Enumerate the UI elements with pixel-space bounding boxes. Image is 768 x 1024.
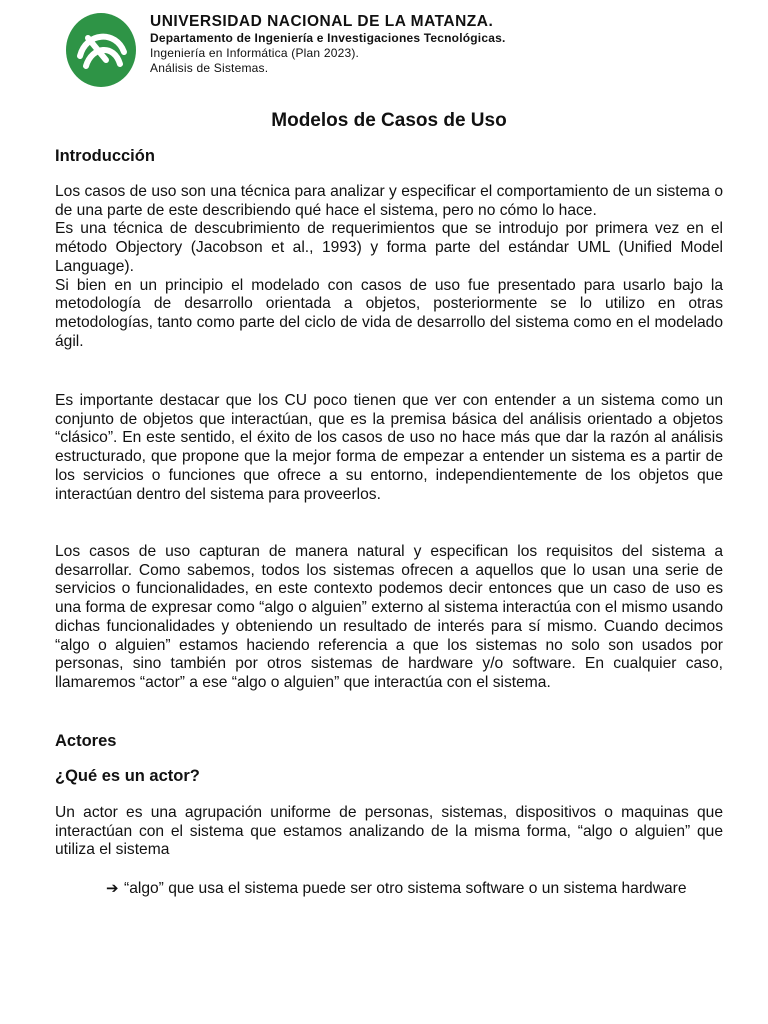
university-logo-icon — [66, 12, 136, 88]
paragraph: Los casos de uso capturan de manera natural y especifican los requisitos del sistema a desarrollar. Como sabemos, todos los sistemas ofrecen a aquellos que lo usan una serie de servicios o funcionalidades, en este contexto podemos decir entonces que un caso de uso es una forma de expresar como “algo o alguien” externo al sistema interactúa con el mismo usando dichas funcionalidades y obteniendo un resultado de interés para sí mismo. Cuando decimos “algo o alguien” estamos haciendo referencia a que los sistemas no solo son usados por personas, sino también por otros sistemas de hardware y/o software. En cualquier caso, llamaremos “actor” a ese “algo o alguien” que interactúa con el sistema. — [55, 543, 723, 691]
arrow-right-icon: ➔ — [106, 880, 119, 897]
document-header — [150, 13, 505, 76]
bullet-text: “algo” que usa el sistema puede ser otro sistema software o un sistema hardware — [124, 880, 687, 897]
paragraph: Un actor es una agrupación uniforme de personas, sistemas, dispositivos o maquinas que interactúan con el sistema que estamos analizando de la misma forma, “algo o alguien” que utiliza el sistema — [55, 804, 723, 859]
paragraph: Los casos de uso son una técnica para analizar y especificar el comportamiento de un sistema o de una parte de este describiendo qué hace el sistema, pero no cómo lo hace. — [55, 183, 723, 219]
intro-paragraphs — [55, 183, 723, 351]
heading-introduccion: Introducción — [55, 147, 155, 165]
university-name: UNIVERSIDAD NACIONAL DE LA MATANZA. — [150, 13, 494, 30]
heading-que-es-un-actor: ¿Qué es un actor? — [55, 767, 200, 785]
course-name: Análisis de Sistemas. — [150, 61, 269, 75]
document-title: Modelos de Casos de Uso — [271, 110, 507, 131]
paragraph: Es una técnica de descubrimiento de requerimientos que se introdujo por primera vez en el método Objectory (Jacobson et al., 1993) y forma parte del estándar UML (Unified Model Language). — [55, 220, 723, 275]
heading-actores: Actores — [55, 732, 117, 750]
department-name: Departamento de Ingeniería e Investigaciones Tecnológicas. — [150, 31, 506, 45]
career-name: Ingeniería en Informática (Plan 2023). — [150, 46, 360, 60]
paragraph: Si bien en un principio el modelado con casos de uso fue presentado para usarlo bajo la metodología de desarrollo orientada a objetos, posteriormente se lo utilizo en otras metodologías, tanto como parte del ciclo de vida de desarrollo del sistema como en el modelado ágil. — [55, 276, 723, 350]
paragraph: Es importante destacar que los CU poco tienen que ver con entender a un sistema como un conjunto de objetos que interactúan, que es la premisa básica del análisis orientado a objetos “clásico”. En este sentido, el éxito de los casos de uso no hace más que dar la razón al análisis estructurado, que propone que la mejor forma de empezar a entender un sistema es a partir de los servicios o funciones que ofrece a su entorno, independientemente de los objetos que interactúan dentro del sistema para proveerlos. — [55, 392, 723, 503]
